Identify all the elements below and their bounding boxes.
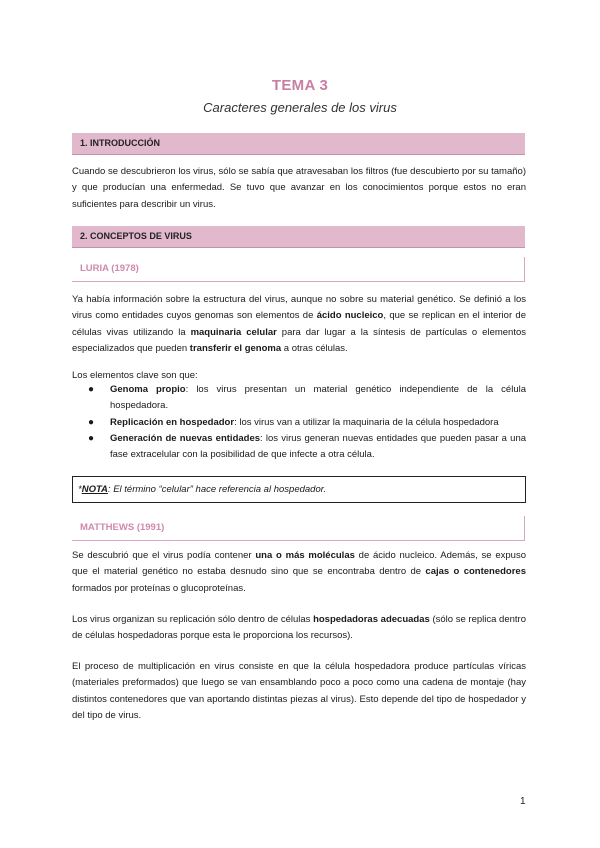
subheading-luria [72, 257, 525, 282]
bold-term: maquinaria celular [190, 326, 277, 338]
matthews-paragraph-2 [72, 612, 526, 645]
list-intro: Los elementos clave son que: [72, 370, 198, 381]
section-heading-conceptos [72, 226, 525, 248]
matthews-paragraph-3: El proceso de multiplicación en virus consiste en que la célula hospedadora produce partículas víricas (materiales preformados) que luego se van ensamblando poco a poco como una cadena de montaje (hay distintos contenedores que van aportando distintas piezas al virus). Esto depende del tipo de hospedador y del tipo de virus. [72, 661, 526, 721]
bullet-icon: ● [88, 432, 95, 444]
matthews-paragraph-1 [72, 548, 526, 597]
text-run: a otras células. [281, 342, 348, 354]
bold-term: una o más moléculas [255, 550, 355, 561]
list-item [88, 382, 526, 415]
bullet-icon: ● [88, 384, 95, 395]
subheading-label: LURIA (1978) [80, 263, 139, 274]
text-run: Se descubrió que el virus podía contener [72, 550, 256, 561]
page-subtitle: Caracteres generales de los virus [203, 100, 397, 115]
page-number: 1 [520, 796, 526, 807]
list-item [88, 415, 526, 431]
note-text [78, 484, 326, 495]
text-run: (sólo se replica dentro de células hospedadoras porque esta le proporciona los recursos). [72, 614, 526, 642]
text-run: Los virus organizan su replicación sólo dentro de células [72, 614, 314, 625]
note-box [72, 476, 526, 503]
text-run: : los virus van a utilizar la maquinaria de la célula hospedadora [234, 416, 499, 428]
luria-paragraph [72, 292, 526, 357]
text-run: formados por proteínas o glucoproteínas. [72, 582, 246, 594]
subheading-label: MATTHEWS (1991) [80, 522, 165, 533]
bold-term: transferir el genoma [189, 342, 282, 354]
bold-term: Generación de nuevas entidades [110, 432, 261, 444]
note-prefix: * [78, 484, 82, 495]
key-elements-list [88, 382, 526, 463]
text-run: , que se replican en el interior de células vivas utilizando la [72, 310, 526, 338]
bold-term: Genoma propio [110, 384, 186, 395]
note-label: NOTA [81, 484, 108, 495]
text-run: : los virus presentan un material genético independiente de la célula hospedadora. [110, 384, 526, 412]
bold-term: hospedadoras adecuadas [313, 614, 430, 625]
bold-term: cajas o contenedores [425, 566, 526, 578]
bold-term: ácido nucleico [316, 310, 384, 322]
bullet-icon: ● [88, 416, 95, 428]
text-run: Ya había información sobre la estructura del virus, aunque no sobre su material genético. Se definió a los virus como entidades cuyos genomas son elementos de [72, 294, 526, 322]
bold-term: Replicación en hospedador [110, 416, 235, 428]
subheading-matthews [72, 516, 525, 541]
section-heading-introduccion [72, 133, 525, 155]
section-heading-label: 1. INTRODUCCIÓN [80, 138, 161, 148]
list-item [88, 431, 526, 464]
text-run: : los virus generan nuevas entidades que pueden pasar a una fase extracelular con la posibilidad de que infecte a otra célula. [110, 432, 527, 461]
text-run: para dar lugar a la síntesis de partículas o elementos especializados que pueden [72, 326, 527, 354]
page-title: TEMA 3 [271, 77, 329, 94]
section-heading-label: 2. CONCEPTOS DE VIRUS [80, 231, 192, 241]
intro-paragraph: Cuando se descubrieron los virus, sólo se sabía que atravesaban los filtros (fue descubierto por su tamaño) y que producían una enfermedad. Se tuvo que avanzar en los conocimientos porque estos no eran suficientes para describir un virus. [72, 166, 526, 210]
note-body: : El término “celular” hace referencia al hospedador. [107, 484, 327, 495]
text-run: de ácido nucleico. Además, se expuso que el material genético no estaba desnudo sino que se encontraba dentro de [72, 550, 526, 578]
